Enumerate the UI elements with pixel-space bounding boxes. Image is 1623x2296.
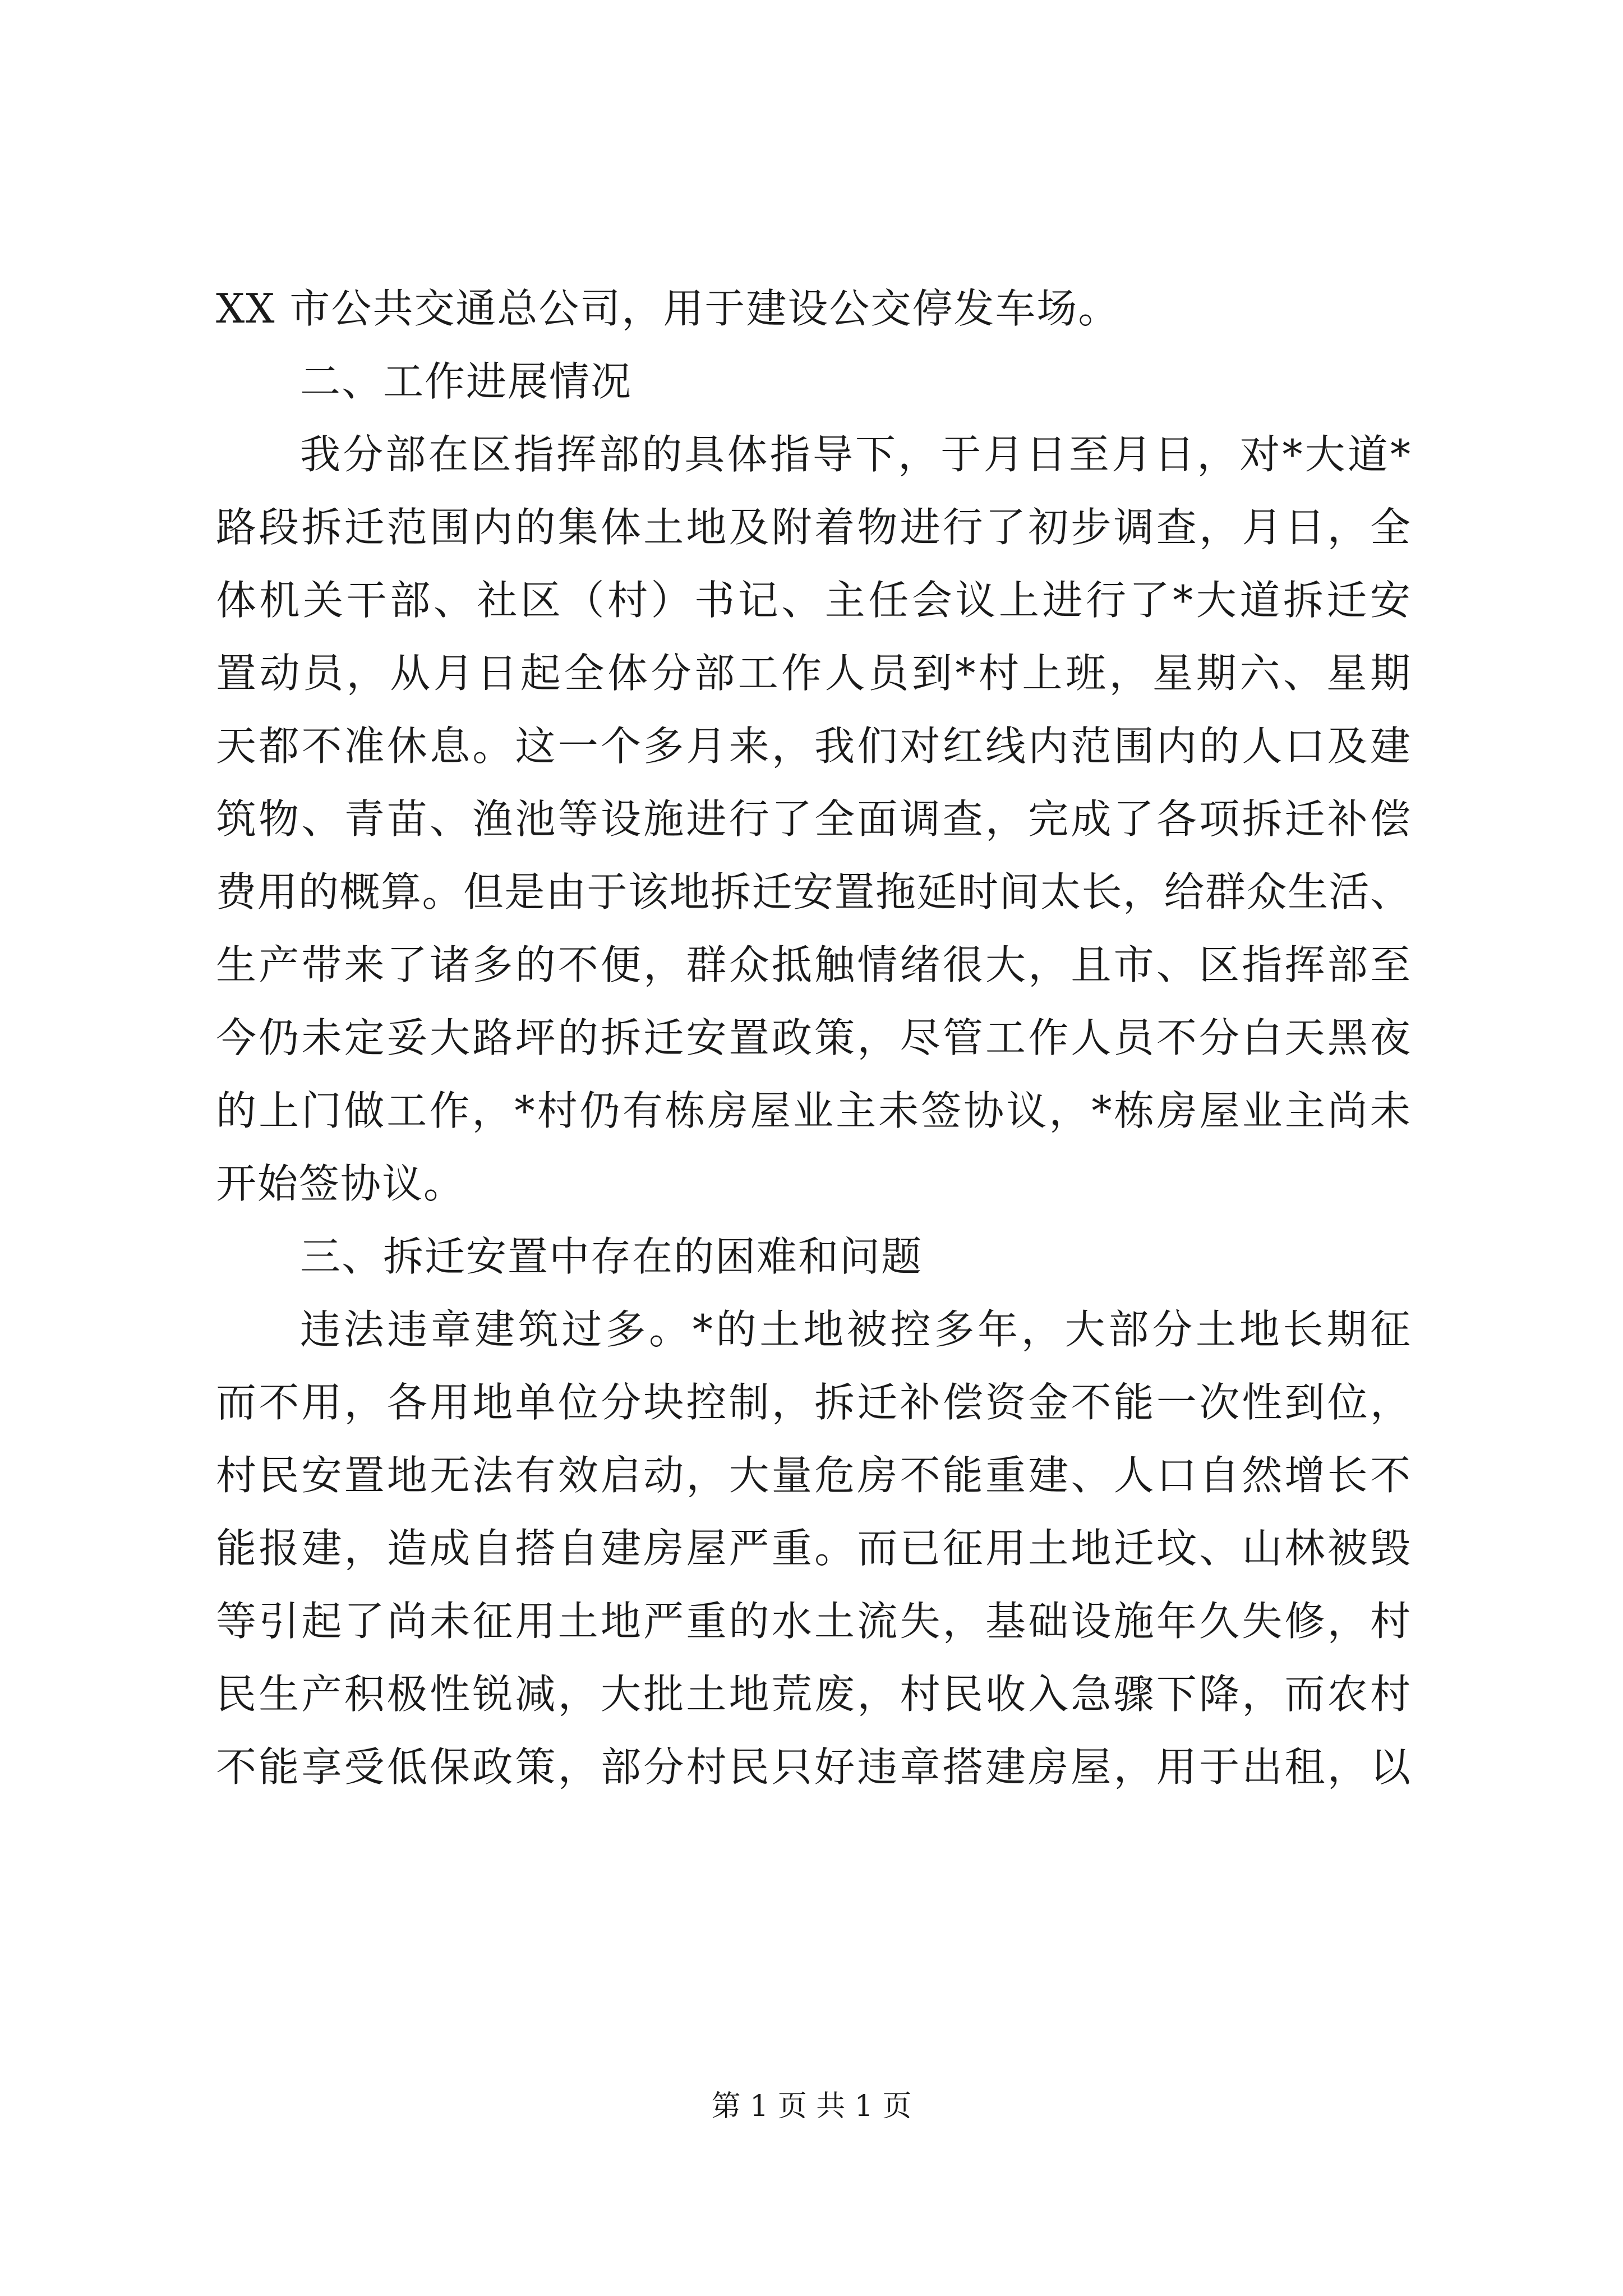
text-line: 置动员，从月日起全体分部工作人员到*村上班，星期六、星期 [216, 650, 1410, 697]
text-line: 开始签协议。 [216, 1160, 465, 1207]
text-line: 民生产积极性锐减，大批土地荒废，村民收入急骤下降，而农村 [216, 1671, 1410, 1718]
text-line: 今仍未定妥大路坪的拆迁安置政策，尽管工作人员不分白天黑夜 [216, 1014, 1410, 1061]
text-line: 等引起了尚未征用土地严重的水土流失，基础设施年久失修，村 [216, 1598, 1410, 1645]
text-line: 生产带来了诸多的不便，群众抵触情绪很大，且市、区指挥部至 [216, 941, 1410, 988]
text-line: 我分部在区指挥部的具体指导下，于月日至月日，对*大道* [300, 431, 1410, 478]
text-line: 体机关干部、社区（村）书记、主任会议上进行了*大道拆迁安 [216, 577, 1410, 624]
page-number-footer: 第 1 页 共 1 页 [711, 2090, 912, 2123]
text-line: 天都不准休息。这一个多月来，我们对红线内范围内的人口及建 [216, 723, 1410, 770]
text-line: 不能享受低保政策，部分村民只好违章搭建房屋，用于出租，以 [216, 1743, 1410, 1791]
text-line: 费用的概算。但是由于该地拆迁安置拖延时间太长，给群众生活、 [216, 868, 1410, 915]
text-line: 而不用，各用地单位分块控制，拆迁补偿资金不能一次性到位， [216, 1379, 1410, 1426]
section-heading: 二、工作进展情况 [300, 358, 633, 405]
text-line: 村民安置地无法有效启动，大量危房不能重建、人口自然增长不 [216, 1452, 1410, 1499]
text-line: 能报建，造成自搭自建房屋严重。而已征用土地迁坟、山林被毁 [216, 1525, 1410, 1572]
text-line: XX 市公共交通总公司，用于建设公交停发车场。 [216, 285, 1120, 332]
text-line: 路段拆迁范围内的集体土地及附着物进行了初步调查，月日，全 [216, 504, 1410, 551]
text-line: 的上门做工作，*村仍有栋房屋业主未签协议，*栋房屋业主尚未 [216, 1087, 1410, 1134]
text-line: 筑物、青苗、渔池等设施进行了全面调查，完成了各项拆迁补偿 [216, 795, 1410, 843]
text-line: 违法违章建筑过多。*的土地被控多年，大部分土地长期征 [300, 1306, 1410, 1353]
section-heading: 三、拆迁安置中存在的困难和问题 [300, 1233, 923, 1280]
